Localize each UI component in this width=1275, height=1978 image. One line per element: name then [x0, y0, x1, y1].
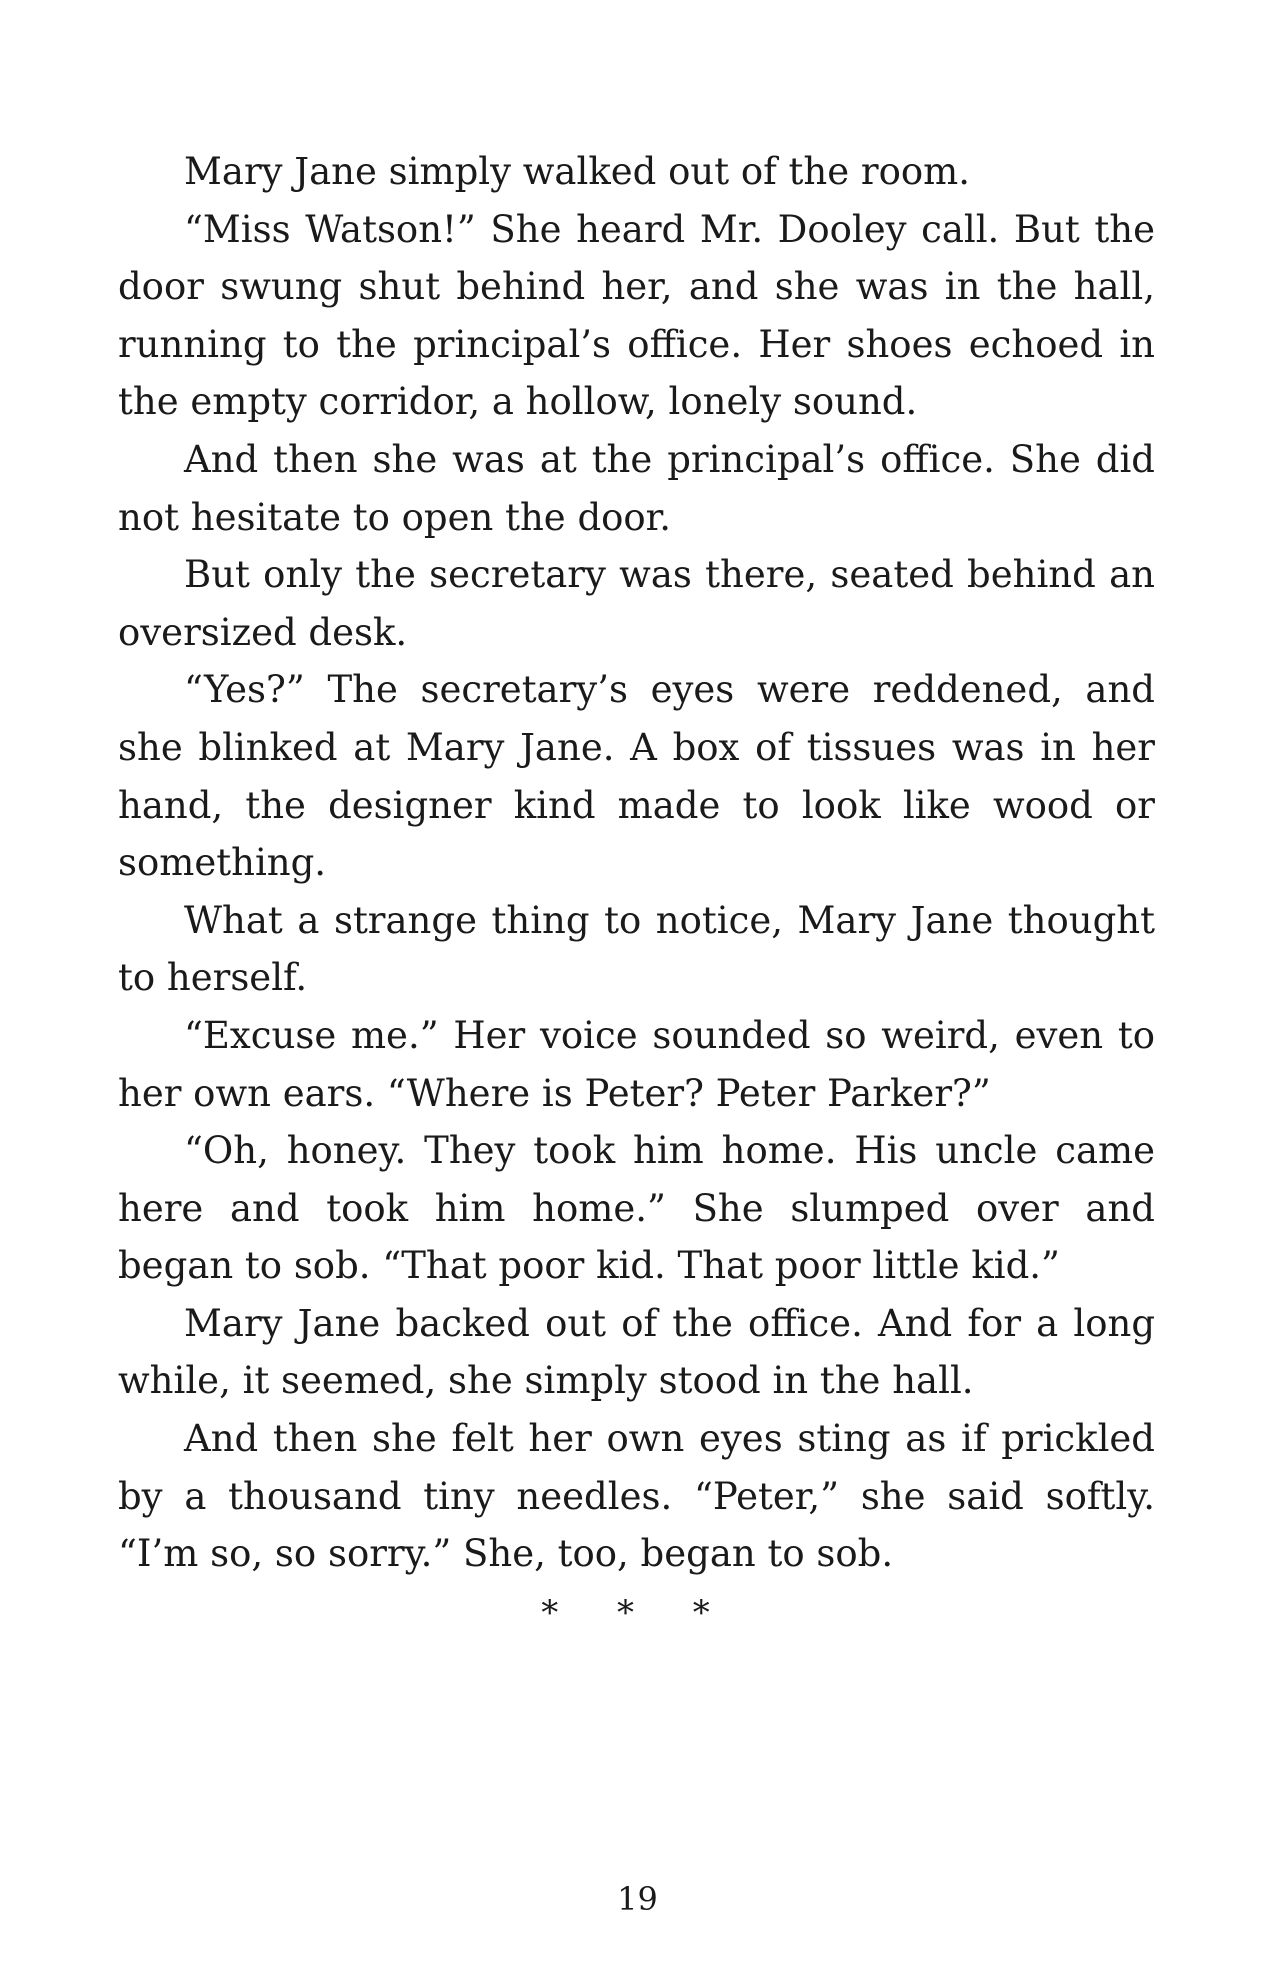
paragraph-2: “Miss Watson!” She heard Mr. Dooley call. But the door swung shut behind her, and she was in the hall, running to the principal’s office. Her shoes echoed in the empty corridor, a hollow, lonely sound.: [118, 207, 1155, 424]
paragraph-9: Mary Jane backed out of the office. And for a long while, it seemed, she simply stood in the hall.: [118, 1301, 1155, 1403]
body-text: [118, 143, 1155, 1583]
scene-break: * * *: [541, 1593, 734, 1633]
paragraph-6: What a strange thing to notice, Mary Jane thought to herself.: [118, 898, 1155, 1000]
paragraph-3: And then she was at the principal’s office. She did not hesitate to open the door.: [118, 437, 1155, 539]
paragraph-8: “Oh, honey. They took him home. His uncle came here and took him home.” She slumped over and began to sob. “That poor kid. That poor little kid.”: [118, 1129, 1155, 1288]
paragraph-10: And then she felt her own eyes sting as if prickled by a thousand tiny needles. “Peter,” she said softly. “I’m so, so sorry.” She, too, began to sob.: [118, 1417, 1155, 1576]
page-number: 19: [617, 1880, 658, 1918]
paragraph-1: Mary Jane simply walked out of the room.: [184, 150, 970, 193]
paragraph-5: “Yes?” The secretary’s eyes were reddened, and she blinked at Mary Jane. A box of tissues was in her hand, the designer kind made to look like wood or something.: [118, 668, 1155, 885]
paragraph-7: “Excuse me.” Her voice sounded so weird, even to her own ears. “Where is Peter? Peter Parker?”: [118, 1013, 1155, 1115]
paragraph-4: But only the secretary was there, seated behind an oversized desk.: [118, 553, 1155, 654]
